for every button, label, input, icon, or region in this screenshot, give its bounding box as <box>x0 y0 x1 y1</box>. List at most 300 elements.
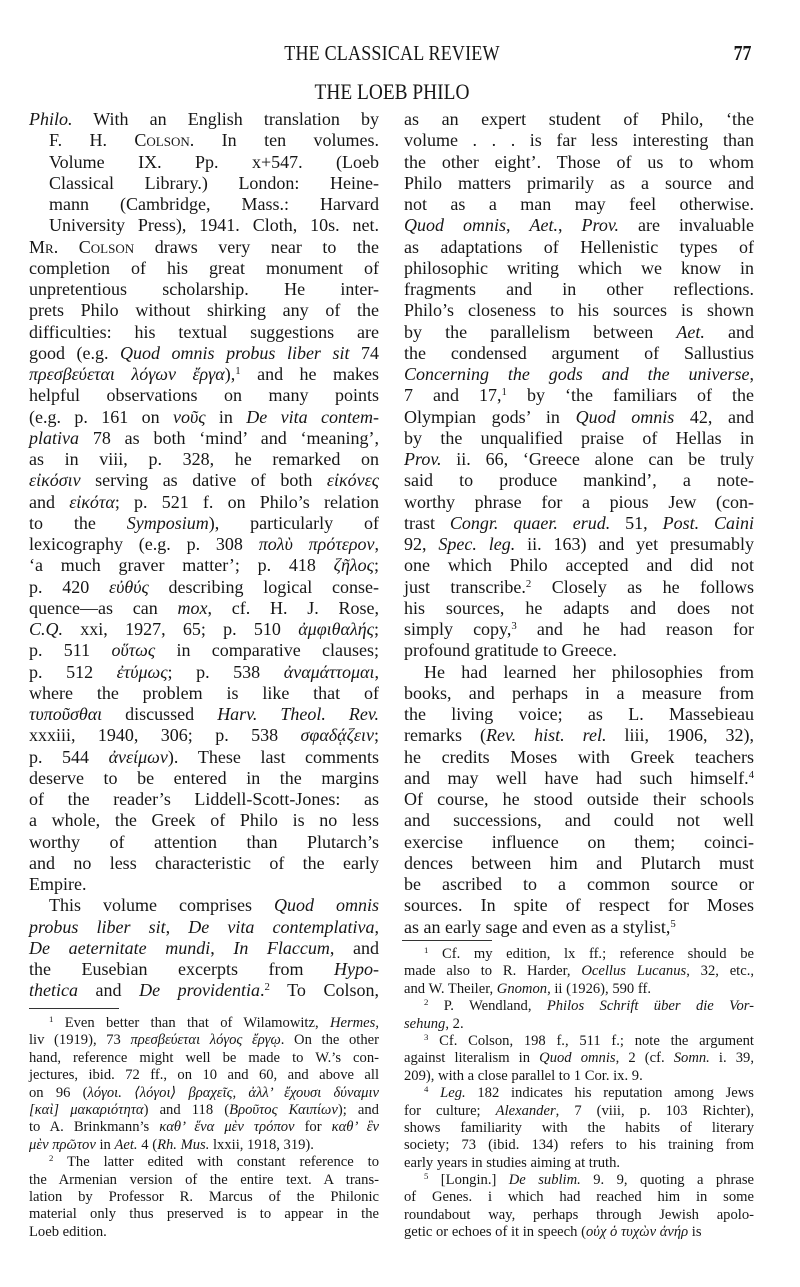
footnote-line <box>404 1103 754 1120</box>
text-run: made also to R. Harder, <box>404 963 582 980</box>
text-line <box>404 407 754 428</box>
italic-text: πρεσβεύεται λόγων ἔργα <box>29 364 225 384</box>
text-run: ), particularly of <box>208 512 379 533</box>
italic-text: ἀμφιθαλής <box>298 619 374 639</box>
text-run: profound gratitude to Greece. <box>404 640 617 661</box>
text-line <box>404 747 754 768</box>
text-run: and successions, and could not well <box>404 810 754 831</box>
text-line <box>29 619 379 640</box>
italic-text: Quod omnis <box>575 406 675 427</box>
text-line <box>29 832 379 853</box>
text-line <box>29 768 379 789</box>
text-run: 9. 9, quoting a phrase <box>580 1172 754 1189</box>
text-line <box>404 513 754 534</box>
text-run: are invaluable <box>619 215 755 236</box>
text-run: M <box>29 236 46 257</box>
text-run: lexicography (e.g. p. 308 <box>29 534 259 554</box>
footnote-line <box>29 1067 379 1084</box>
footnote-marker: 4 <box>424 1084 429 1095</box>
footnote-marker: 1 <box>424 945 429 956</box>
text-run: not as a man may feel otherwise. <box>404 194 754 214</box>
footnote-line <box>404 1207 754 1224</box>
text-run: in <box>95 1136 115 1153</box>
text-run: for culture; <box>404 1102 496 1119</box>
text-run: , 7 (viii, p. 103 Richter), <box>555 1102 754 1119</box>
text-line <box>404 173 754 194</box>
text-line <box>404 258 754 279</box>
footnote-marker: 4 <box>748 768 754 781</box>
text-line <box>404 385 754 406</box>
text-run: ), <box>224 364 236 384</box>
italic-text: In Flaccum <box>233 937 330 958</box>
footnote-marker: 1 <box>501 386 507 399</box>
text-run: be ascribed to a common source or <box>404 874 754 894</box>
text-run: completion of his great monument of <box>29 257 379 278</box>
text-run: 92, <box>404 534 439 554</box>
text-line <box>404 598 754 619</box>
text-run: is <box>688 1224 702 1241</box>
text-run: sources. In spite of respect for Moses <box>404 895 754 916</box>
text-run: p. 511 <box>29 640 112 661</box>
text-run: remarks ( <box>404 725 486 746</box>
italic-text: οὕτως <box>111 640 156 661</box>
text-run: jectures, ibid. 72 ff., on 10 and 60, and above all <box>29 1067 379 1084</box>
article-title: THE LOEB PHILO <box>314 79 470 104</box>
text-line <box>29 555 379 576</box>
small-caps-text: olson <box>146 130 190 151</box>
italic-text: De sublim. <box>508 1172 581 1189</box>
text-run: F. H. C <box>49 130 147 151</box>
text-run: worthy phrase for a pious Jew (con- <box>404 491 754 512</box>
text-run: P. Wendland, <box>428 998 547 1015</box>
footnote-line <box>29 1119 379 1136</box>
text-line <box>404 768 754 789</box>
text-run: of the reader’s Liddell-Scott-Jones: as <box>29 789 379 809</box>
text-line <box>404 577 754 598</box>
text-run: philosophic writing which we know in <box>404 257 754 278</box>
text-run: to A. Brinkmann’s <box>29 1119 160 1136</box>
text-line <box>29 577 379 598</box>
text-line <box>404 555 754 576</box>
text-run: mann (Cambridge, Mass.: Harvard <box>49 194 379 214</box>
text-run: Of course, he stood outside their schools <box>404 789 754 809</box>
italic-text: ἐτύμως <box>116 661 168 682</box>
text-run: Philo matters primarily as a source and <box>404 172 754 193</box>
text-line <box>404 662 754 683</box>
text-line <box>404 619 754 640</box>
text-line <box>29 173 379 194</box>
text-line <box>29 874 379 895</box>
text-line <box>404 449 754 470</box>
footnote-line <box>29 1050 379 1067</box>
text-run: i. 39, <box>709 1050 754 1067</box>
text-line <box>29 534 379 555</box>
text-run: and <box>77 980 140 1001</box>
text-run: ) and 118 ( <box>143 1101 230 1118</box>
text-run: hand, reference might well be made to W.’s con- <box>29 1049 379 1066</box>
text-line <box>404 194 754 215</box>
text-run: He had learned her philosophies from <box>424 661 754 682</box>
text-line <box>29 407 379 428</box>
text-run: ii. 163) and yet presumably <box>515 534 755 554</box>
text-run <box>428 1085 440 1101</box>
footnote-line <box>29 1102 379 1119</box>
left-column-body <box>29 109 379 1002</box>
italic-text: πρεσβεύεται λόγος ἔργῳ <box>130 1032 281 1049</box>
text-run: by the unqualified praise of Hellas in <box>404 427 754 448</box>
text-run: p. 512 <box>29 661 117 682</box>
text-run: ; <box>373 725 379 746</box>
left-footnotes <box>29 1015 379 1241</box>
text-run: unpretentious scholarship. He inter- <box>29 279 379 299</box>
footnote-line <box>29 1206 379 1223</box>
text-run: against literalism in <box>404 1050 540 1067</box>
footnote-line <box>404 1155 754 1172</box>
text-run: and <box>704 321 754 342</box>
text-run: early years in studies aiming at truth. <box>404 1154 621 1171</box>
text-line <box>29 428 379 449</box>
text-run: prets Philo without shirking any of the <box>29 300 379 321</box>
text-run: discussed <box>102 704 218 724</box>
text-run: Closely as he follows <box>531 576 754 597</box>
text-line <box>404 470 754 491</box>
text-run: Volume IX. Pp. x+547. (Loeb <box>49 151 379 172</box>
text-line <box>29 917 379 938</box>
italic-text: Βροῦτος Καιπίων <box>229 1101 338 1118</box>
text-run: and no less characteristic of the early <box>29 852 379 873</box>
italic-text: Philos Schrift über die Vor- <box>546 998 754 1015</box>
italic-text: εἰκότα <box>69 491 115 512</box>
text-run: Philo’s closeness to his sources is shown <box>404 300 754 321</box>
text-run: helpful observations on many points <box>29 385 379 406</box>
text-run: 182 indicates his reputation among Jews <box>465 1085 754 1102</box>
text-run: ); and <box>337 1101 379 1118</box>
italic-text: Rev. hist. rel. <box>485 725 607 746</box>
text-run: for <box>294 1119 332 1136</box>
footnote-line <box>29 1085 379 1102</box>
text-run: where the problem is like that of <box>29 682 379 703</box>
italic-text: ζῆλος <box>333 555 374 576</box>
text-run: dences between him and Plutarch must <box>404 852 754 873</box>
text-line <box>404 810 754 831</box>
text-line <box>404 279 754 300</box>
text-run: the Armenian version of the entire text. A trans- <box>29 1171 379 1188</box>
text-line <box>29 364 379 385</box>
text-line <box>404 237 754 258</box>
text-line <box>29 810 379 831</box>
italic-text: Quod omnis probus liber sit <box>120 342 350 363</box>
text-run: he credits Moses with Greek teachers <box>404 746 754 767</box>
footnote-line <box>404 1189 754 1206</box>
text-run: 74 <box>349 342 380 363</box>
text-run: quence—as can <box>29 597 178 618</box>
text-line <box>404 322 754 343</box>
text-line <box>29 237 379 258</box>
footnote-marker: 1 <box>235 365 241 378</box>
footnote-line <box>29 1154 379 1171</box>
text-line <box>29 322 379 343</box>
text-run: , <box>558 215 582 236</box>
text-run: , <box>374 661 379 682</box>
text-line <box>29 895 379 916</box>
text-run: , <box>374 916 379 937</box>
text-run: Classical Library.) London: Heine- <box>49 172 379 193</box>
text-run: xxxiii, 1940, 306; p. 538 <box>29 725 301 746</box>
footnote-marker: 5 <box>670 917 676 930</box>
text-run: difficulties: his textual suggestions are <box>29 321 379 342</box>
text-run: . In ten volumes. <box>189 130 380 151</box>
italic-text: Congr. quaer. erud. <box>449 512 611 533</box>
text-run: volume . . . is far less interesting than <box>404 130 754 151</box>
footnote-line <box>404 1016 754 1033</box>
footnote-marker: 2 <box>49 1153 54 1164</box>
italic-text: νοῦς <box>172 406 206 427</box>
text-run: as adaptations of Hellenistic types of <box>404 236 754 257</box>
italic-text: ἀνείμων <box>108 746 168 767</box>
text-run: by ‘the familiars of the <box>506 385 754 406</box>
text-run: , 2. <box>445 1015 464 1032</box>
text-line <box>29 662 379 683</box>
footnote-marker: 1 <box>49 1014 54 1025</box>
text-run: liv (1919), 73 <box>29 1032 131 1049</box>
footnote-line <box>404 1033 754 1050</box>
text-run: To Colson, <box>269 980 379 1001</box>
footnote-line <box>29 1172 379 1189</box>
text-line <box>29 704 379 725</box>
footnote-marker: 3 <box>424 1032 429 1043</box>
text-line <box>29 959 379 980</box>
text-line <box>29 152 379 173</box>
text-line <box>404 492 754 513</box>
text-run: describing logical conse- <box>148 576 379 597</box>
footnote-line <box>404 1137 754 1154</box>
text-run: , ii (1926), 590 ff. <box>547 980 651 997</box>
text-line <box>404 832 754 853</box>
text-run: , <box>375 1015 379 1031</box>
text-line <box>29 258 379 279</box>
text-run: getic or echoes of it in speech ( <box>404 1224 586 1241</box>
text-run: and may well have had such himself. <box>404 767 749 788</box>
text-run: Cf. my edition, lx ff.; reference should be <box>428 946 754 962</box>
right-column-body <box>404 109 754 938</box>
italic-text: De aeternitate mundi <box>29 937 211 958</box>
text-line <box>404 215 754 236</box>
text-run: as in viii, p. 328, he remarked on <box>29 449 379 469</box>
text-run: ; p. 538 <box>167 661 284 682</box>
text-run: , <box>210 937 234 958</box>
text-run: [Longin.] <box>428 1172 509 1189</box>
footnote-rule-left <box>29 1008 119 1009</box>
text-run: lxxii, 1918, 319). <box>209 1136 314 1153</box>
text-run: just transcribe. <box>404 576 526 597</box>
italic-text: Aet. <box>529 215 559 236</box>
text-run: Loeb edition. <box>29 1223 107 1240</box>
text-run: as an expert student of Philo, ‘the <box>404 109 754 129</box>
footnote-line <box>29 1015 379 1032</box>
italic-text: λόγοι. ⟨λόγοι⟩ βραχεῖς, ἀλλ’ ἔχουσι δύναμιν <box>87 1084 379 1101</box>
text-run: 209), with a close parallel to 1 Cor. ix. 9. <box>404 1067 643 1084</box>
text-line <box>29 683 379 704</box>
text-run: deserve to be entered in the margins <box>29 767 379 788</box>
text-run: ; <box>373 555 379 576</box>
text-run: . C <box>53 236 91 257</box>
footnote-line <box>404 1085 754 1102</box>
footnote-marker: 5 <box>424 1171 429 1182</box>
italic-text: καθ’ ἕνα μὲν τρόπον <box>159 1119 295 1136</box>
italic-text: μὲν πρῶτον <box>29 1136 96 1153</box>
text-run: , 2 (cf. <box>615 1050 674 1067</box>
footnote-marker: 3 <box>511 620 517 633</box>
text-line <box>404 152 754 173</box>
text-run: one which Philo accepted and did not <box>404 555 754 576</box>
text-run: (e.g. p. 161 on <box>29 406 173 427</box>
text-run: , <box>506 215 530 236</box>
footnote-line <box>404 1120 754 1137</box>
text-run: , 32, etc., <box>686 963 754 980</box>
text-line <box>404 917 754 938</box>
footnote-line <box>404 963 754 980</box>
footnote-line <box>29 1032 379 1049</box>
text-line <box>29 215 379 236</box>
footnote-line <box>29 1224 379 1241</box>
text-run: , <box>749 364 754 384</box>
text-run: Olympian gods’ in <box>404 406 576 427</box>
text-run: shows familiarity with the habits of literary <box>404 1119 754 1136</box>
text-run: University Press), 1941. Cloth, 10s. net. <box>49 215 379 236</box>
text-line <box>29 449 379 470</box>
text-run: to the <box>29 512 127 533</box>
italic-text: Aet. <box>114 1136 138 1153</box>
text-run: a whole, the Greek of Philo is no less <box>29 810 379 831</box>
text-run: ii. 66, ‘Greece alone can be truly <box>441 449 754 469</box>
footnote-line <box>404 1068 754 1085</box>
right-footnotes <box>404 946 754 1242</box>
italic-text: thetica <box>29 980 78 1001</box>
italic-text: De vita contem- <box>246 406 379 427</box>
italic-text: Leg. <box>440 1085 466 1102</box>
text-line <box>404 428 754 449</box>
footnote-line <box>404 1050 754 1067</box>
text-line <box>29 853 379 874</box>
text-run: . On the other <box>280 1032 379 1049</box>
text-run: society; 73 (ibid. 134) refers to his training from <box>404 1137 754 1154</box>
text-run: liii, 1906, 32), <box>606 725 755 746</box>
small-caps-text: olson <box>90 236 135 257</box>
italic-text: Gnomon <box>496 980 548 997</box>
italic-text: πολὺ πρότερον <box>258 534 375 554</box>
italic-text: σφαδᾴζειν <box>300 725 374 746</box>
italic-text: Spec. leg. <box>438 534 516 554</box>
italic-text: Concerning the gods and the universe <box>404 364 750 384</box>
text-line <box>404 364 754 385</box>
text-run: the Eusebian excerpts from <box>29 959 335 979</box>
italic-text: Prov. <box>404 449 442 469</box>
italic-text: εἰκόσιν <box>29 470 81 491</box>
text-run: worthy of attention than Plutarch’s <box>29 831 379 852</box>
text-line <box>29 640 379 661</box>
text-run: and he makes <box>240 364 380 384</box>
text-run: p. 544 <box>29 746 109 767</box>
text-line <box>29 385 379 406</box>
text-run: as an early sage and even as a stylist, <box>404 916 671 937</box>
footnote-line <box>404 1172 754 1189</box>
text-run: Cf. Colson, 198 f., 511 f.; note the argument <box>428 1032 754 1049</box>
italic-text: Rh. Mus. <box>157 1136 210 1153</box>
text-run: draws very near to the <box>134 236 379 257</box>
text-line <box>404 683 754 704</box>
text-run: 78 as both ‘mind’ and ‘meaning’, <box>79 427 379 448</box>
text-line <box>29 980 379 1001</box>
text-line <box>29 747 379 768</box>
text-line <box>29 725 379 746</box>
text-run: , cf. H. J. Rose, <box>207 597 379 618</box>
text-run: serving as dative of both <box>80 470 327 491</box>
text-run: and W. Theiler, <box>404 980 497 997</box>
text-run: his sources, he adapts and does not <box>404 597 754 618</box>
text-run: exercise influence on them; coinci- <box>404 831 754 852</box>
italic-text: τυποῦσθαι <box>29 704 103 724</box>
text-run: and he had reason for <box>516 619 755 639</box>
text-run: 7 and 17, <box>404 385 502 406</box>
text-run: 42, and <box>674 406 754 427</box>
running-head: THE CLASSICAL REVIEW <box>284 41 500 65</box>
italic-text: Alexander <box>495 1102 556 1119</box>
text-run: p. 420 <box>29 576 110 597</box>
text-run: the living voice; as L. Massebieau <box>404 704 754 724</box>
text-line <box>404 725 754 746</box>
text-line <box>29 470 379 491</box>
text-run: 4 ( <box>137 1136 158 1153</box>
italic-text: Hermes <box>329 1015 376 1031</box>
text-run: in <box>205 406 247 427</box>
italic-text: Aet. <box>676 321 705 342</box>
footnote-rule-right <box>402 940 492 941</box>
text-line <box>29 492 379 513</box>
footnote-line <box>404 946 754 963</box>
italic-text: Prov. <box>581 215 620 236</box>
text-line <box>404 534 754 555</box>
italic-text: sehung <box>404 1015 446 1032</box>
italic-text: Quod omnis <box>273 895 379 916</box>
text-line <box>404 895 754 916</box>
text-run: This volume comprises <box>49 895 274 916</box>
text-run: by the parallelism between <box>404 321 677 342</box>
text-line <box>29 938 379 959</box>
italic-text: Somn. <box>673 1050 710 1067</box>
footnote-marker: 2 <box>424 997 429 1008</box>
text-run: Even better than that of Wilamowitz, <box>53 1015 330 1031</box>
text-run: and <box>29 491 70 512</box>
italic-text: De vita contemplativa <box>188 916 375 937</box>
italic-text: καθ’ ἓν <box>331 1119 379 1136</box>
italic-text: Ocellus Lucanus <box>581 963 687 980</box>
footnote-line <box>404 981 754 998</box>
text-line <box>29 130 379 151</box>
text-line <box>404 300 754 321</box>
footnote-marker: 2 <box>525 577 532 590</box>
text-line <box>29 789 379 810</box>
footnote-line <box>404 998 754 1015</box>
italic-text: Harv. Theol. Rev. <box>217 704 380 724</box>
italic-text: Philo. <box>29 109 73 129</box>
text-run: of Genes. i which had reached him in some <box>404 1189 754 1206</box>
text-run: said to produce mankind’, a note- <box>404 470 754 491</box>
text-line <box>29 300 379 321</box>
text-run: good (e.g. <box>29 342 121 363</box>
text-run: 51, <box>610 512 663 533</box>
text-run: fragments and in other reflections. <box>404 279 754 299</box>
footnote-marker: 2 <box>264 981 270 994</box>
